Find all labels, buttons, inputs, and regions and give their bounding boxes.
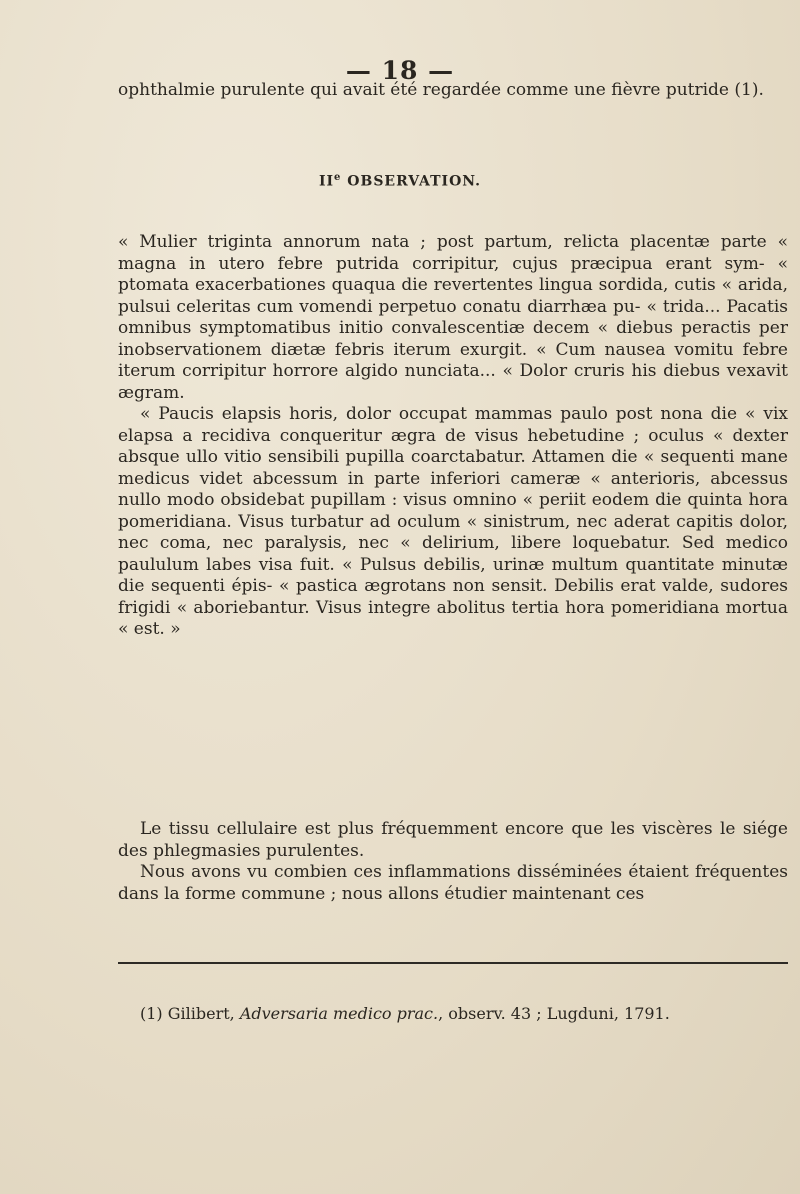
heading-number: II	[318, 173, 335, 190]
footnote	[140, 1004, 780, 1024]
body-text	[118, 819, 788, 905]
footnote-rest: , observ. 43 ; Lugduni, 1791.	[438, 1004, 670, 1023]
page-number: — 18 —	[345, 56, 455, 85]
footnote-work-title: Adversaria medico prac.	[239, 1004, 439, 1023]
observation-heading	[0, 172, 800, 190]
intro-paragraph: ophthalmie purulente qui avait été regardée comme une fièvre putride (1).	[118, 80, 764, 100]
observation-paragraph-1: « Mulier triginta annorum nata ; post partum, relicta placentæ parte « magna in utero febre putrida corripitur, cujus præcipua erant sym- « ptomata exacerbationes quaqua die revertentes lingua sordida, cutis « arida, pulsui celeritas cum vomendi perpetuo conatu diarrhæa pu- « trida... Pacatis omnibus symptomatibus initio convalescentiæ decem « diebus peractis per inobservationem diætæ febris iterum exurgit. « Cum nausea vomitu febre iterum corripitur horrore algido nunciata... « Dolor cruris his diebus vexavit ægram.	[118, 232, 788, 403]
observation-quote	[118, 232, 788, 641]
footnote-marker: (1)	[140, 1004, 168, 1023]
footnote-author: Gilibert,	[167, 1004, 240, 1023]
footnote-divider	[118, 962, 788, 964]
heading-suffix: e	[334, 172, 342, 183]
body-paragraph-1: Le tissu cellulaire est plus fréquemment encore que les viscères le siége des phlegmasies purulentes.	[118, 819, 788, 861]
body-paragraph-2: Nous avons vu combien ces inflammations disséminées étaient fréquentes dans la forme commune ; nous allons étudier maintenant ces	[118, 862, 788, 904]
heading-title: OBSERVATION.	[341, 173, 482, 190]
observation-paragraph-2: « Paucis elapsis horis, dolor occupat mammas paulo post nona die « vix elapsa a recidiva conqueritur ægra de visus hebetudine ; oculus « dexter absque ullo vitio sensibili pupilla coarctabatur. Attamen die « sequenti mane medicus videt abcessum in parte inferiori cameræ « anterioris, abcessus nullo modo obsidebat pupillam : visus omnino « periit eodem die quinta hora pomeridiana. Visus turbatur ad oculum « sinistrum, nec aderat capitis dolor, nec coma, nec paralysis, nec « delirium, libere loquebatur. Sed medico paululum labes visa fuit. « Pulsus debilis, urinæ multum quantitate minutæ die sequenti épis- « pastica ægrotans non sensit. Debilis erat valde, sudores frigidi « aboriebantur. Visus integre abolitus tertia hora pomeridiana mortua « est. »	[118, 404, 788, 639]
